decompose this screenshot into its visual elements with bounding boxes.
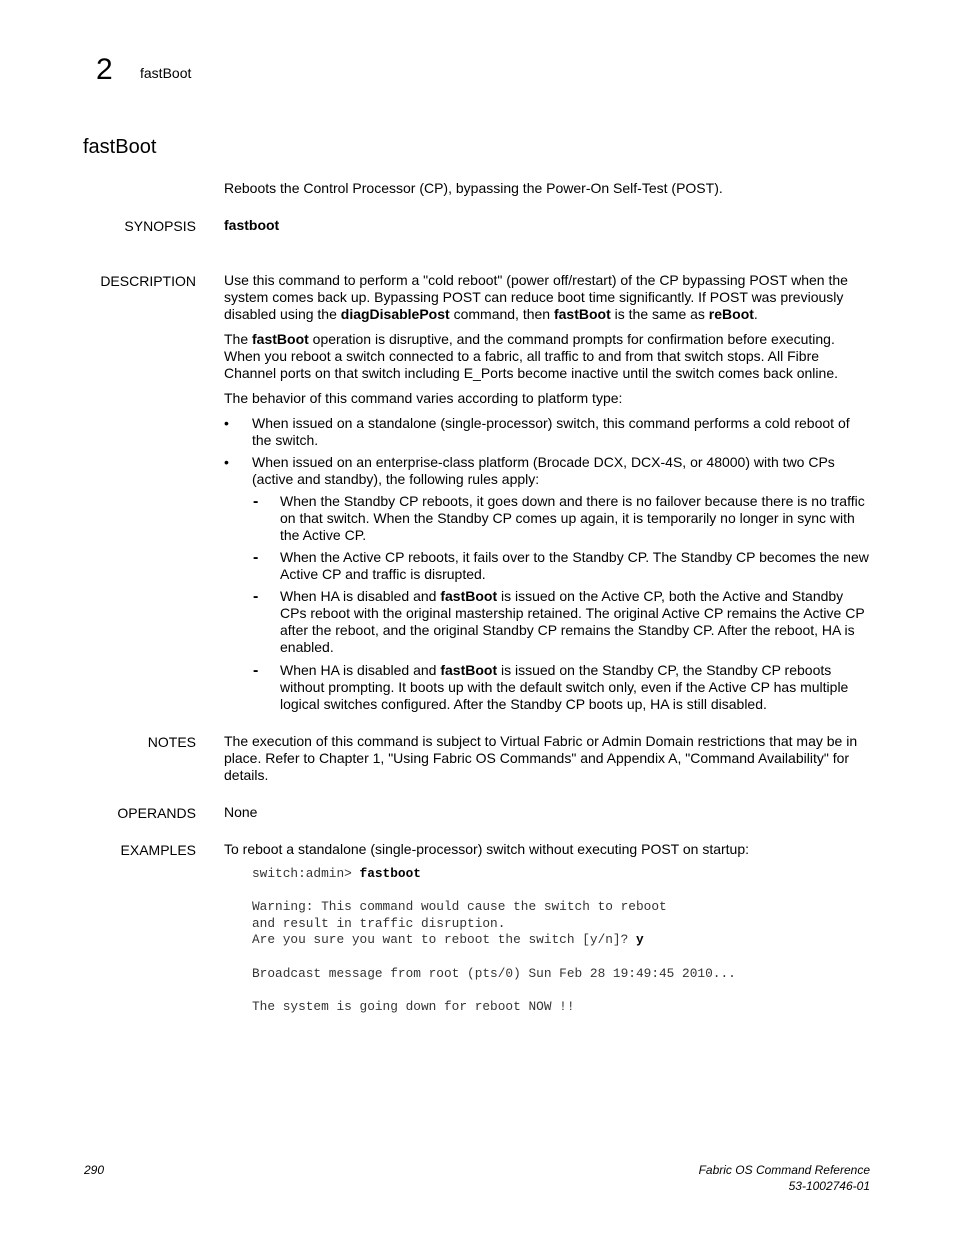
dash-item-standby-reboot: When the Standby CP reboots, it goes down and there is no failover because there is no traffic on that switch. When the Standby CP comes up again, it is temporarily no longer in sync with the Active CP. [280,493,865,543]
bullet-icon: • [224,415,229,431]
examples-label: EXAMPLES [120,842,196,858]
operands-label: OPERANDS [117,805,196,821]
dash-item-active-reboot: When the Active CP reboots, it fails over to the Standby CP. The Standby CP becomes the new Active CP and traffic is disrupted. [280,549,869,582]
bullet-icon: • [224,454,229,470]
synopsis-label: SYNOPSIS [124,218,196,234]
dash-item-ha-disabled-standby: When HA is disabled and fastBoot is issued on the Standby CP, the Standby CP reboots without prompting. It boots up with the default switch only, even if the Active CP has multiple logical switches configured. After the Standby CP boots up, HA is still disabled. [280,662,849,712]
description-paragraph-1: Use this command to perform a "cold reboot" (power off/restart) of the CP bypassing POST when the system comes back up. Bypassing POST can reduce boot time significantly. If POST was previously disabled using the diagDisablePost command, then fastBoot is the same as reBoot. [224,272,848,322]
intro-text: Reboots the Control Processor (CP), bypassing the Power-On Self-Test (POST). [224,180,723,196]
description-paragraph-2: The fastBoot operation is disruptive, and the command prompts for confirmation before executing. When you reboot a switch connected to a fabric, all traffic to and from that switch stops. All Fibre Channel ports on that switch including E_Ports become inactive until the switch comes back online. [224,331,838,381]
dash-icon: - [253,588,259,605]
description-label: DESCRIPTION [100,273,196,289]
running-header-title: fastBoot [140,65,192,81]
dash-icon: - [253,662,259,679]
dash-icon: - [253,493,259,510]
notes-text: The execution of this command is subject to Virtual Fabric or Admin Domain restrictions that may be in place. Refer to Chapter 1, "Using Fabric OS Commands" and Appendix A, "Command Availability" for details. [224,733,858,783]
footer-doc-number: 53-1002746-01 [788,1179,870,1193]
description-paragraph-3: The behavior of this command varies according to platform type: [224,390,623,406]
notes-label: NOTES [147,734,196,750]
dash-icon: - [253,549,259,566]
footer-doc-info [699,1162,870,1194]
bullet-item-standalone: When issued on a standalone (single-processor) switch, this command performs a cold reboot of the switch. [252,415,850,448]
operands-text: None [224,804,258,820]
dash-item-ha-disabled-active: When HA is disabled and fastBoot is issued on the Active CP, both the Active and Standby CPs reboot with the original mastership retained. The original Active CP remains the Active CP after the reboot, and the original Standby CP remains the Standby CP. After the reboot, HA is enabled. [280,588,865,655]
section-title: fastBoot [83,136,157,158]
synopsis-text: fastboot [224,217,280,233]
examples-intro: To reboot a standalone (single-processor) switch without executing POST on startup: [224,841,750,857]
footer-doc-title: Fabric OS Command Reference [698,1163,870,1177]
page-number: 290 [84,1163,105,1177]
bullet-item-enterprise: When issued on an enterprise-class platform (Brocade DCX, DCX-4S, or 48000) with two CPs (active and standby), the following rules apply: [252,454,835,487]
code-block: switch:admin> fastboot Warning: This command would cause the switch to reboot and result in traffic disruption. Are you sure you want to reboot the switch [y/n]? y Broadcast message from root (pts/0) Sun Feb 28 19:49:45 2010... The system is going down for reboot NOW !! [252,866,736,1014]
chapter-number: 2 [96,53,113,86]
